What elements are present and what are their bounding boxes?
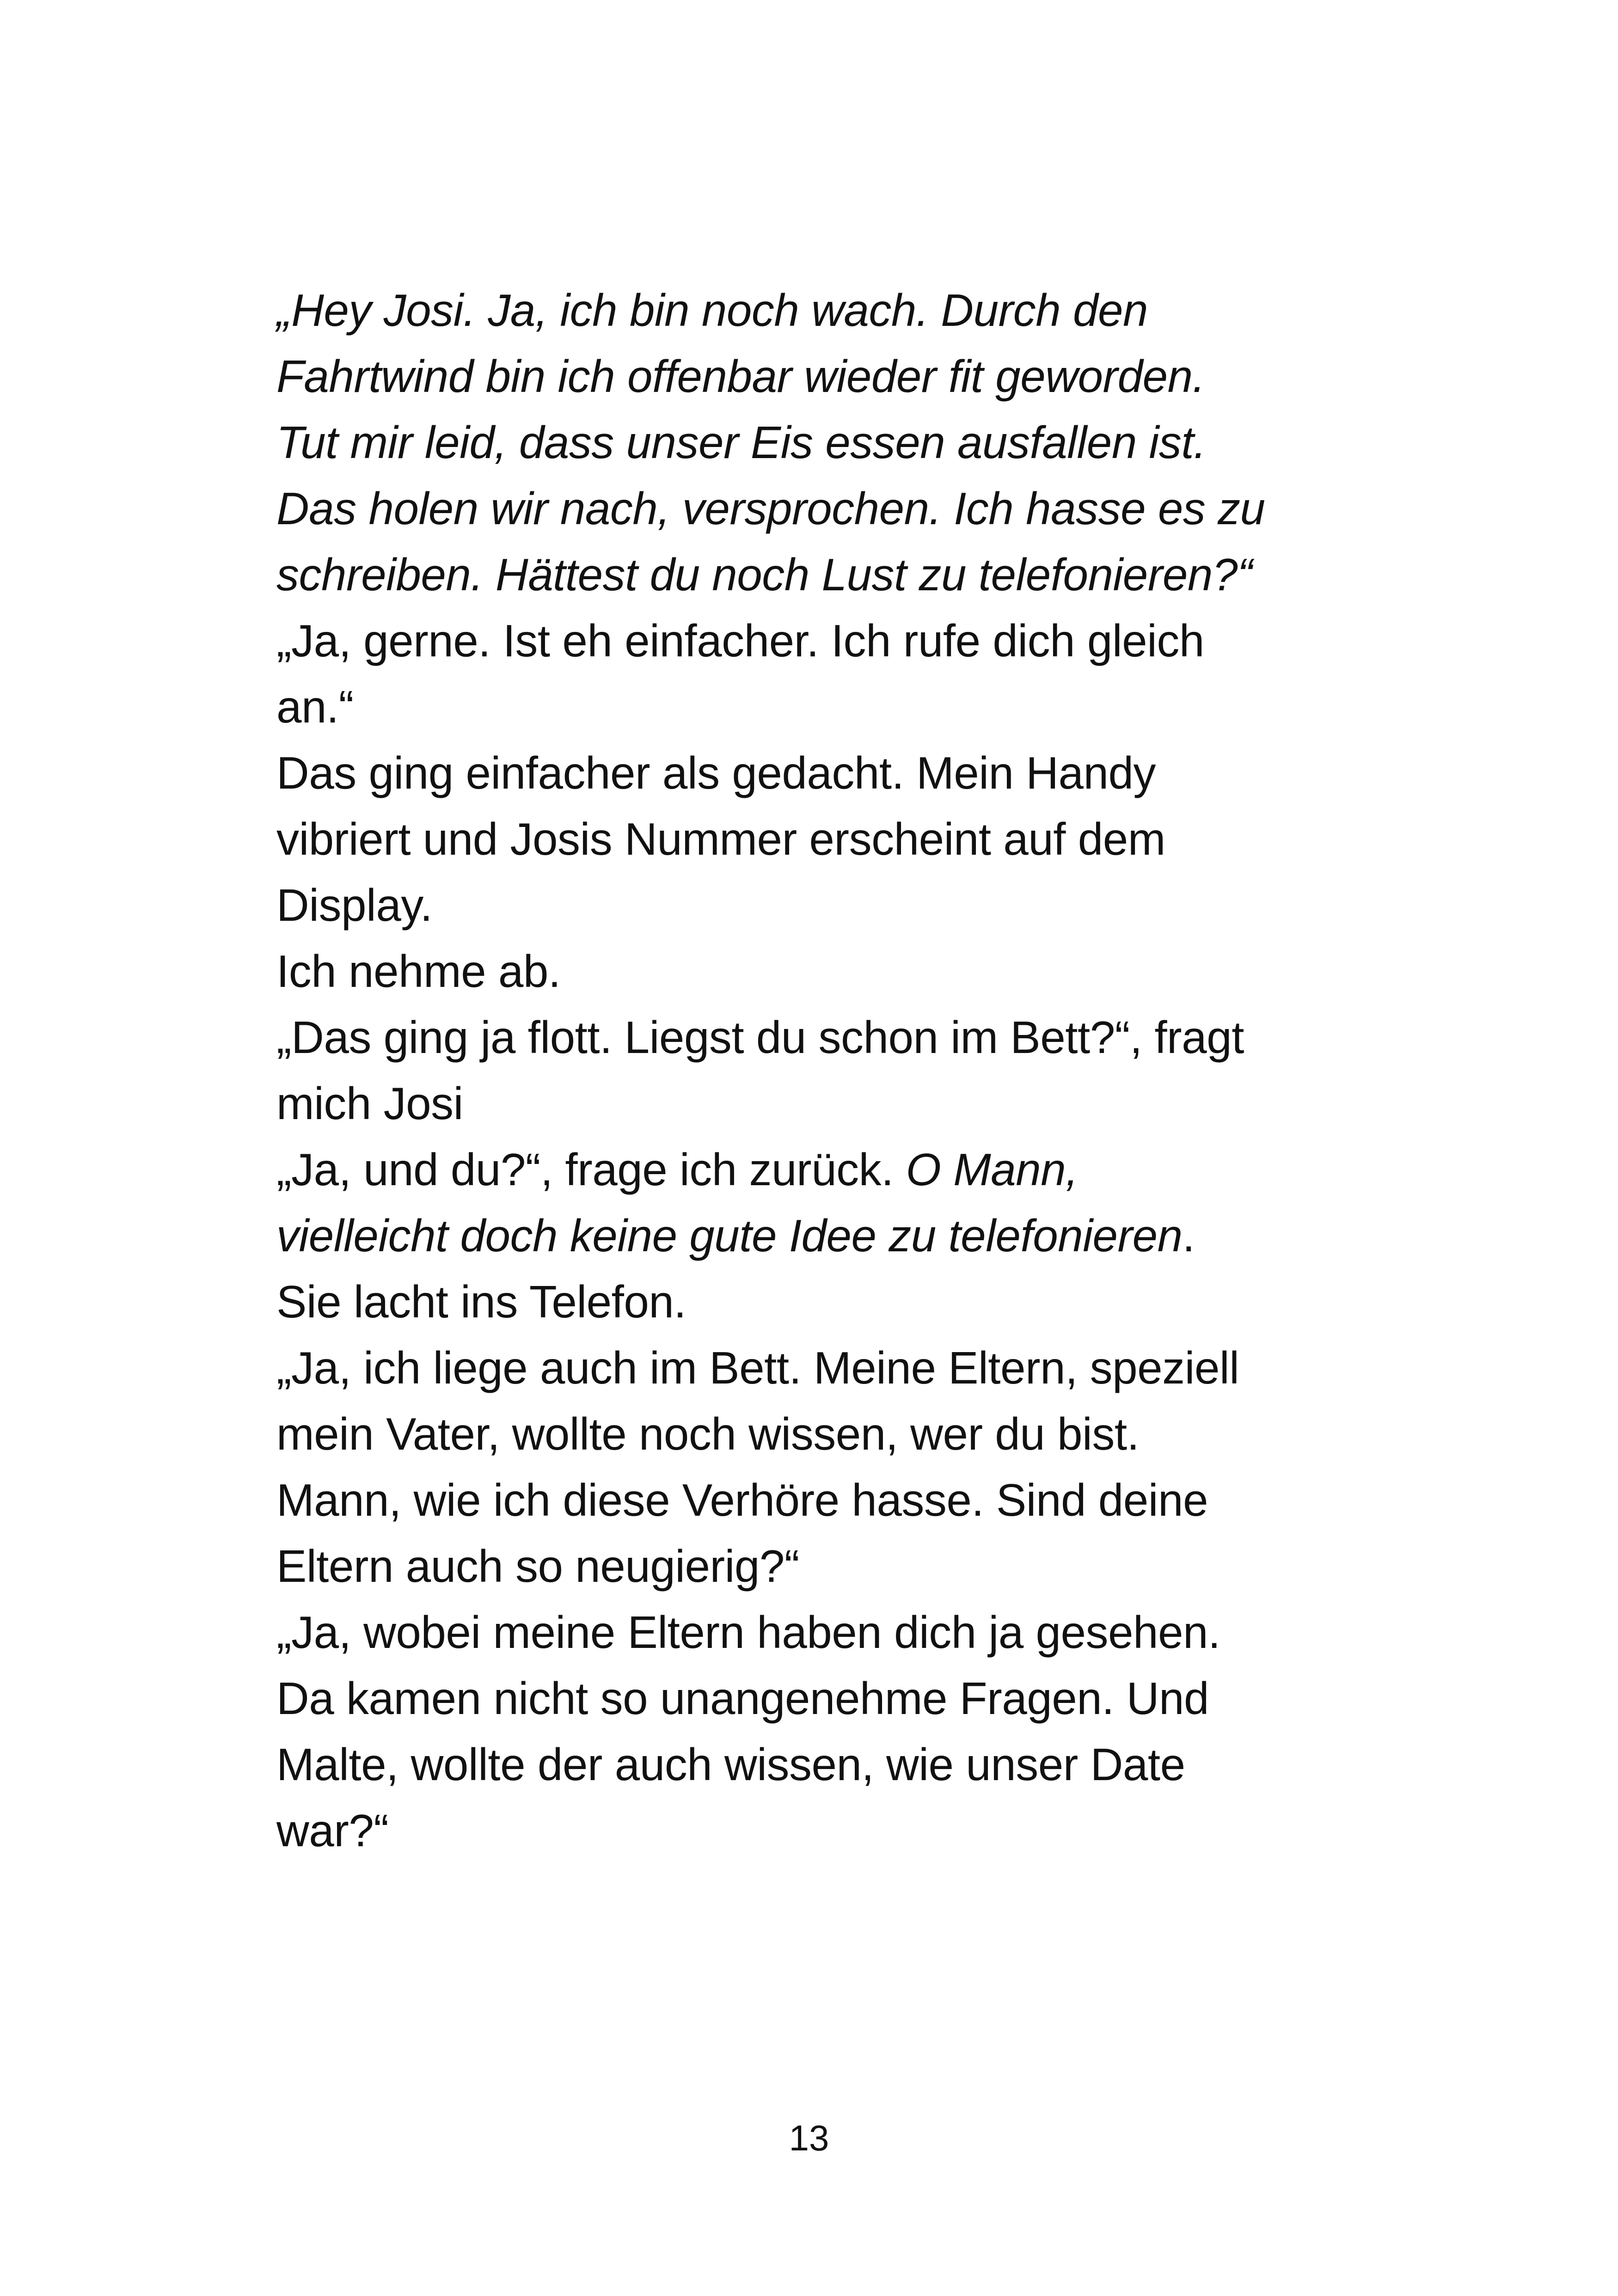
text-segment: Mann, wie ich diese Verhöre hasse. Sind deine xyxy=(276,1475,1208,1525)
text-segment: Da kamen nicht so unangenehme Fragen. Und xyxy=(276,1673,1209,1724)
text-line xyxy=(276,740,1386,806)
text-line xyxy=(276,410,1386,476)
text-segment: an.“ xyxy=(276,681,354,732)
text-line xyxy=(276,1269,1386,1335)
text-line xyxy=(276,872,1386,938)
text-segment: „Ja, wobei meine Eltern haben dich ja gesehen. xyxy=(276,1607,1220,1658)
page-number: 13 xyxy=(789,2118,829,2158)
text-line xyxy=(276,542,1386,608)
text-line xyxy=(276,1137,1386,1203)
text-line xyxy=(276,1203,1386,1269)
italic-text-segment: schreiben. Hättest du noch Lust zu telefonieren?“ xyxy=(276,549,1253,600)
text-segment: Das ging einfacher als gedacht. Mein Handy xyxy=(276,747,1156,798)
text-line xyxy=(276,1004,1386,1071)
text-line xyxy=(276,1401,1386,1467)
text-line xyxy=(276,1599,1386,1665)
italic-text-segment: Tut mir leid, dass unser Eis essen ausfallen ist. xyxy=(276,417,1206,468)
text-segment: „Das ging ja flott. Liegst du schon im Bett?“, fragt xyxy=(276,1012,1244,1063)
text-line xyxy=(276,1467,1386,1533)
text-line xyxy=(276,1732,1386,1798)
text-segment: war?“ xyxy=(276,1805,389,1856)
text-line xyxy=(276,938,1386,1004)
italic-text-segment: Fahrtwind bin ich offenbar wieder fit geworden. xyxy=(276,351,1205,402)
text-segment: . xyxy=(1182,1210,1195,1261)
text-line xyxy=(276,608,1386,674)
text-line xyxy=(276,1071,1386,1137)
text-segment: „Ja, und du?“, frage ich zurück. xyxy=(276,1144,906,1195)
italic-text-segment: Das holen wir nach, versprochen. Ich hasse es zu xyxy=(276,483,1265,534)
text-line xyxy=(276,1798,1386,1864)
text-line xyxy=(276,343,1386,410)
italic-text-segment: „Hey Josi. Ja, ich bin noch wach. Durch den xyxy=(276,285,1148,336)
text-segment: mein Vater, wollte noch wissen, wer du bist. xyxy=(276,1408,1140,1459)
text-line xyxy=(276,476,1386,542)
text-segment: Sie lacht ins Telefon. xyxy=(276,1276,686,1327)
text-segment: Malte, wollte der auch wissen, wie unser Date xyxy=(276,1739,1185,1790)
text-segment: mich Josi xyxy=(276,1078,463,1129)
text-segment: Ich nehme ab. xyxy=(276,946,561,997)
text-segment: „Ja, ich liege auch im Bett. Meine Eltern, speziell xyxy=(276,1342,1239,1393)
text-segment: „Ja, gerne. Ist eh einfacher. Ich rufe dich gleich xyxy=(276,615,1204,666)
text-line xyxy=(276,277,1386,343)
italic-text-segment: vielleicht doch keine gute Idee zu telefonieren xyxy=(276,1210,1183,1261)
italic-text-segment: O Mann, xyxy=(906,1144,1078,1195)
text-line xyxy=(276,1665,1386,1732)
text-segment: vibriert und Josis Nummer erscheint auf dem xyxy=(276,814,1165,864)
text-line xyxy=(276,806,1386,872)
text-line xyxy=(276,1335,1386,1401)
text-segment: Display. xyxy=(276,880,433,931)
body-text xyxy=(276,277,1386,1864)
text-segment: Eltern auch so neugierig?“ xyxy=(276,1541,800,1592)
text-line xyxy=(276,1533,1386,1599)
text-line xyxy=(276,674,1386,740)
